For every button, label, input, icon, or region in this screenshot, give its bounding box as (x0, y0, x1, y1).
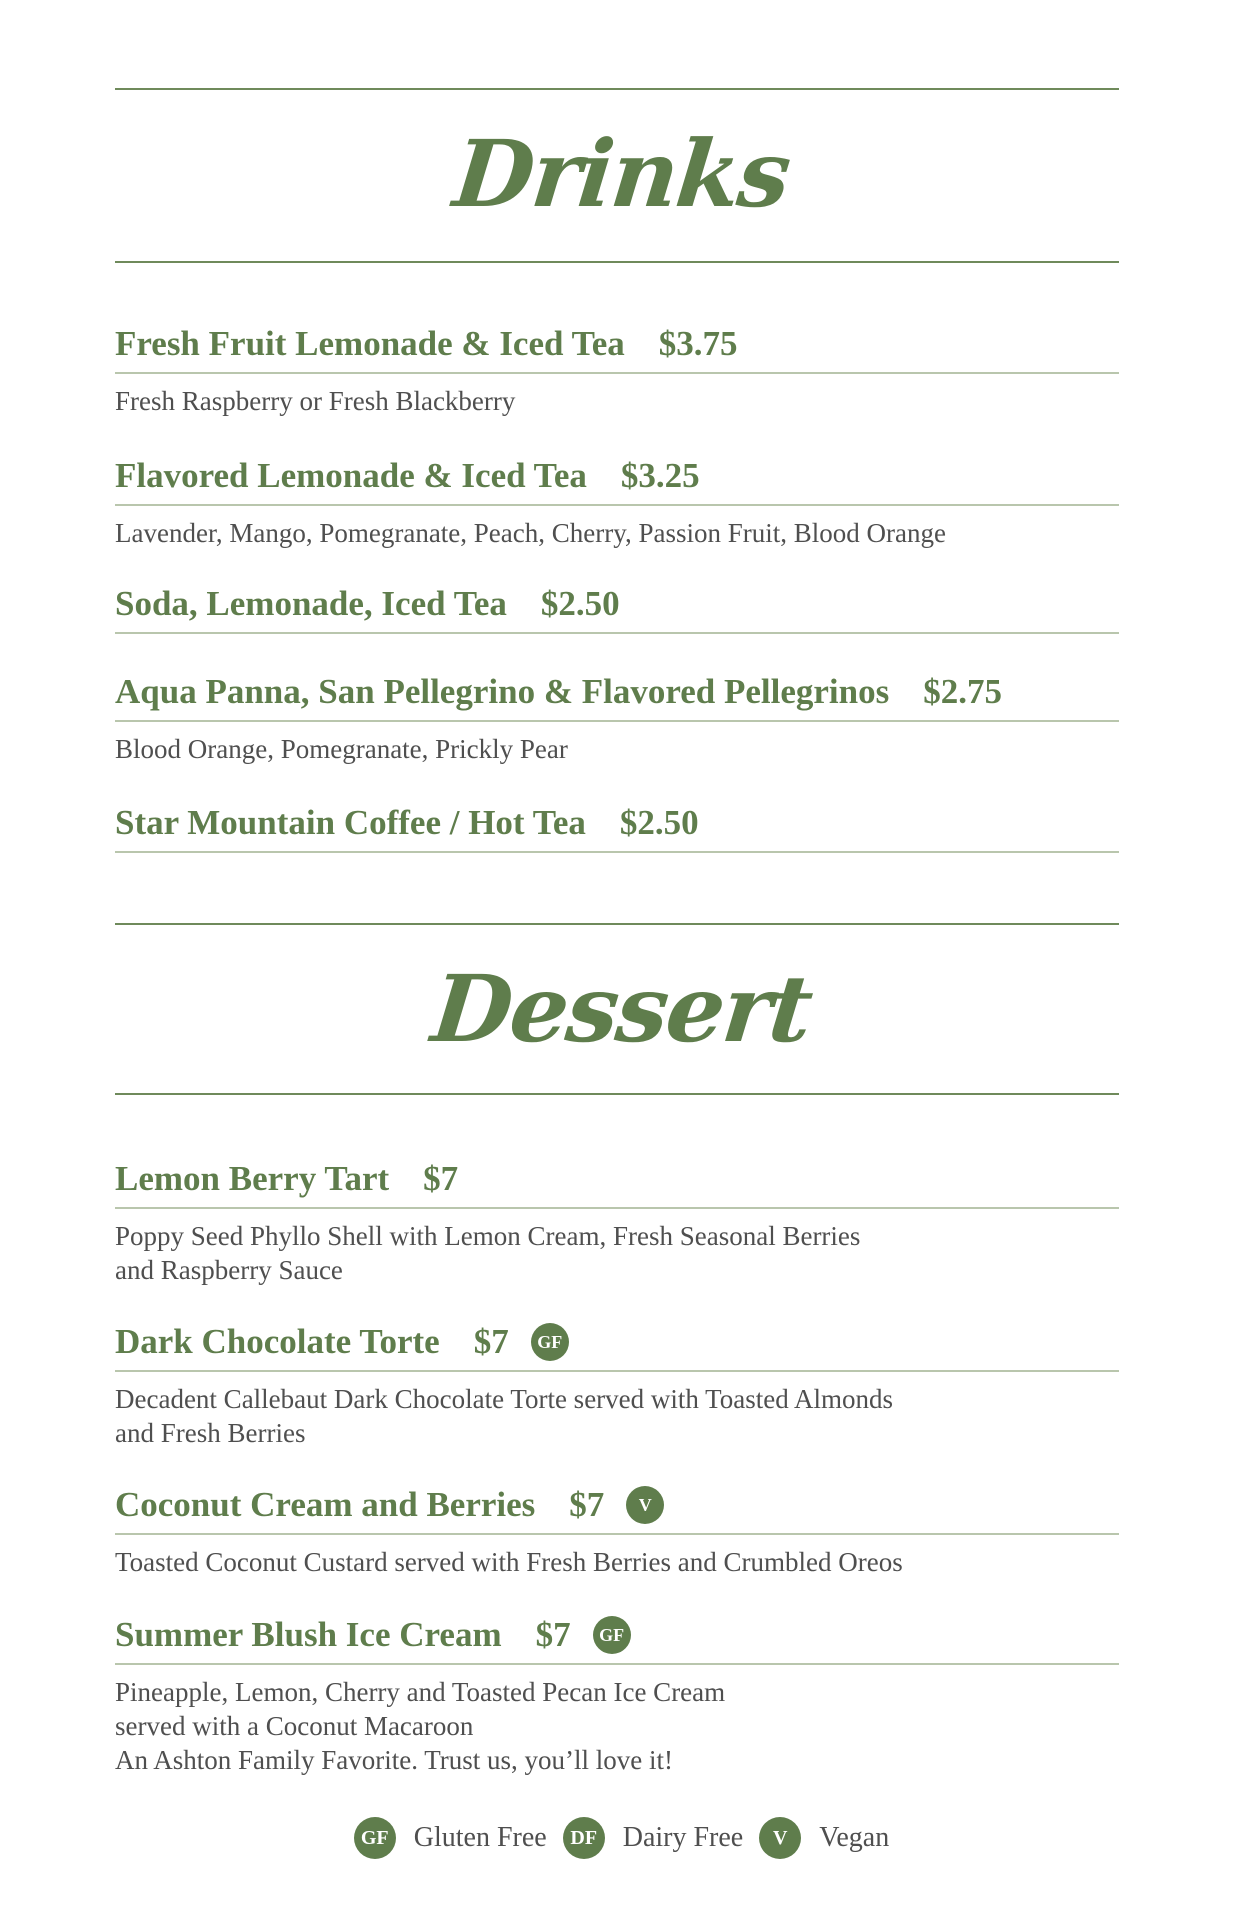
dessert-top-rule (115, 923, 1119, 925)
item-name: Aqua Panna, San Pellegrino & Flavored Pellegrinos (115, 672, 890, 711)
gluten-free-badge-icon: GF (531, 1323, 569, 1361)
drinks-top-rule (115, 88, 1119, 90)
dessert-bottom-rule (115, 1093, 1119, 1095)
item-name: Soda, Lemonade, Iced Tea (115, 584, 507, 623)
drinks-bottom-rule (115, 261, 1119, 263)
item-description: Fresh Raspberry or Fresh Blackberry (115, 386, 516, 416)
item-name: Summer Blush Ice Cream (115, 1615, 502, 1654)
item-name: Star Mountain Coffee / Hot Tea (115, 803, 586, 842)
item-name: Dark Chocolate Torte (115, 1322, 440, 1361)
item-price: $2.50 (619, 803, 699, 842)
gluten-free-badge-icon: GF (593, 1616, 631, 1654)
dessert-item (115, 1483, 1119, 1579)
gluten-free-badge-icon: GF (354, 1817, 396, 1859)
dairy-free-badge-icon: DF (563, 1817, 605, 1859)
drink-item-header (115, 582, 1119, 634)
drink-item (115, 801, 1119, 853)
drink-item-header (115, 454, 1119, 506)
drink-item-header (115, 322, 1119, 374)
item-price: $7 (473, 1322, 509, 1361)
legend-label: Gluten Free (413, 1822, 547, 1853)
drink-item (115, 322, 1119, 418)
item-description: Lavender, Mango, Pomegranate, Peach, Cherry, Passion Fruit, Blood Orange (115, 518, 946, 548)
item-price: $3.75 (658, 324, 738, 363)
dessert-item (115, 1320, 1119, 1450)
item-price: $3.25 (620, 456, 700, 495)
dessert-item-header (115, 1483, 1119, 1535)
legend-label: Vegan (819, 1822, 890, 1853)
legend-vegan (759, 1817, 889, 1859)
item-description: Blood Orange, Pomegranate, Prickly Pear (115, 734, 568, 764)
drink-item-header (115, 801, 1119, 853)
item-description: Toasted Coconut Custard served with Fresh Berries and Crumbled Oreos (115, 1547, 903, 1577)
dessert-item (115, 1157, 1119, 1287)
drink-item (115, 582, 1119, 634)
item-description: Poppy Seed Phyllo Shell with Lemon Cream, Fresh Seasonal Berries and Raspberry Sauce (115, 1221, 861, 1285)
item-price: $2.75 (923, 672, 1002, 711)
legend-gluten-free (354, 1817, 547, 1859)
item-price: $7 (569, 1485, 605, 1524)
dietary-legend (0, 1817, 1243, 1859)
dessert-title: Dessert (427, 955, 816, 1063)
drink-item-header (115, 670, 1119, 722)
dessert-item-header (115, 1157, 1119, 1209)
item-price: $2.50 (540, 584, 620, 623)
item-price: $7 (423, 1159, 459, 1198)
legend-dairy-free (563, 1817, 744, 1859)
item-name: Flavored Lemonade & Iced Tea (115, 456, 587, 495)
dessert-item (115, 1613, 1119, 1777)
drink-item (115, 670, 1119, 766)
item-price: $7 (535, 1615, 571, 1654)
item-name: Fresh Fruit Lemonade & Iced Tea (115, 324, 625, 363)
item-name: Lemon Berry Tart (115, 1159, 390, 1198)
dessert-item-header (115, 1320, 1119, 1372)
vegan-badge-icon: V (759, 1817, 801, 1859)
item-name: Coconut Cream and Berries (115, 1485, 536, 1524)
item-description: Pineapple, Lemon, Cherry and Toasted Pecan Ice Cream served with a Coconut Macaroon An Ashton Family Favorite. Trust us, you’ll love it! (115, 1677, 726, 1775)
legend-label: Dairy Free (622, 1822, 744, 1853)
dessert-item-header (115, 1613, 1119, 1665)
drinks-title: Drinks (448, 120, 794, 228)
vegan-badge-icon: V (626, 1486, 664, 1524)
item-description: Decadent Callebaut Dark Chocolate Torte served with Toasted Almonds and Fresh Berries (115, 1384, 894, 1448)
drink-item (115, 454, 1119, 550)
